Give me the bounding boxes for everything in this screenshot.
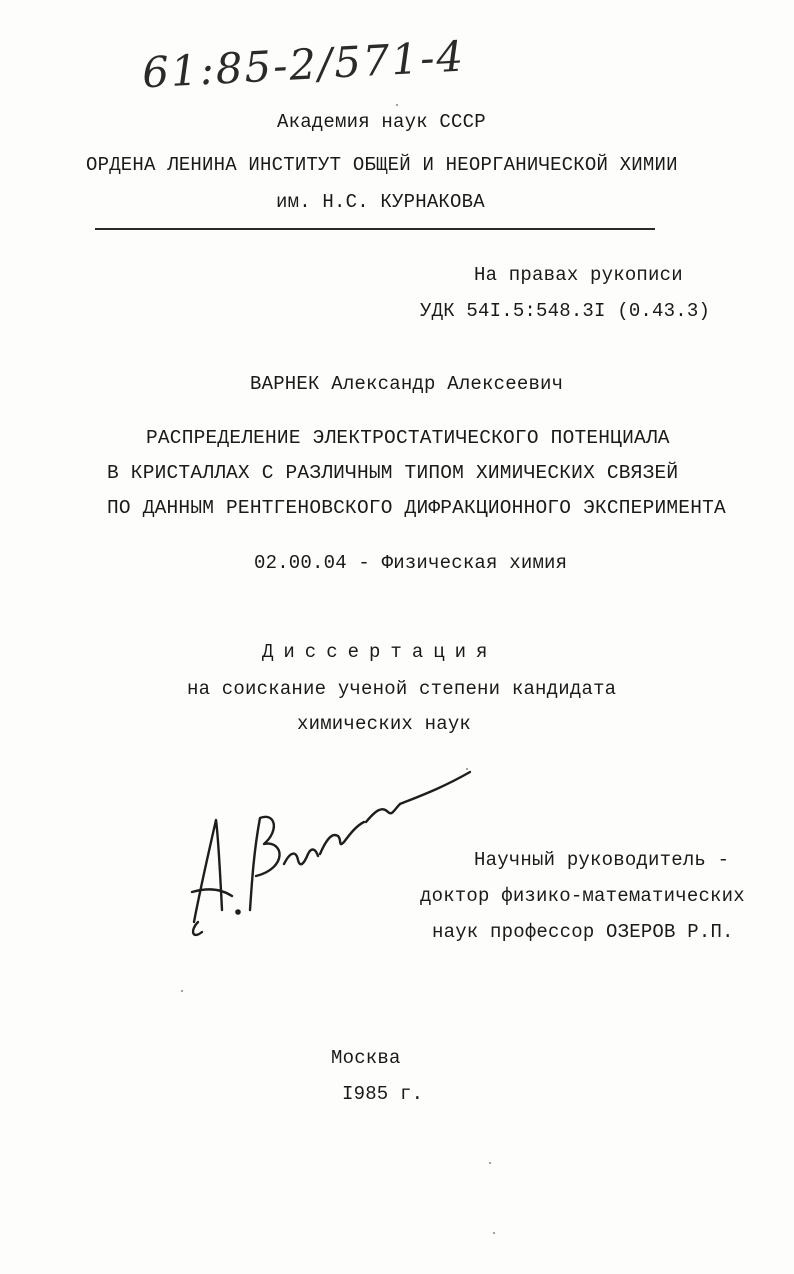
scan-speck (466, 768, 468, 770)
institute-name: ОРДЕНА ЛЕНИНА ИНСТИТУТ ОБЩЕЙ И НЕОРГАНИЧЕСКОЙ ХИМИИ (86, 154, 678, 176)
academy-name: Академия наук СССР (277, 111, 486, 133)
title-line: ПО ДАННЫМ РЕНТГЕНОВСКОГО ДИФРАКЦИОННОГО ЭКСПЕРИМЕНТА (107, 497, 726, 519)
author-signature (180, 760, 480, 940)
scan-speck (396, 104, 398, 106)
archive-code-handwritten: 61:85-2/571-4 (140, 31, 467, 98)
udc-code: УДК 54I.5:548.3I (0.43.3) (420, 300, 711, 322)
year: I985 г. (342, 1083, 424, 1105)
degree-purpose: на соискание ученой степени кандидата (187, 678, 617, 700)
header-divider (95, 228, 655, 230)
scan-speck (493, 1232, 495, 1234)
author-name: ВАРНЕК Александр Алексеевич (250, 373, 564, 395)
supervisor-title: Научный руководитель - (474, 849, 730, 871)
specialty-code: 02.00.04 - Физическая химия (254, 552, 568, 574)
scan-speck (181, 990, 183, 992)
city: Москва (331, 1047, 401, 1069)
institute-named-after: им. Н.С. КУРНАКОВА (276, 191, 485, 213)
scan-speck (489, 1162, 491, 1164)
supervisor-name: наук профессор ОЗЕРОВ Р.П. (432, 921, 734, 943)
document-type: Диссертация (262, 641, 498, 663)
degree-field: химических наук (297, 713, 472, 735)
title-line: В КРИСТАЛЛАХ С РАЗЛИЧНЫМ ТИПОМ ХИМИЧЕСКИХ СВЯЗЕЙ (107, 462, 679, 484)
title-line: РАСПРЕДЕЛЕНИЕ ЭЛЕКТРОСТАТИЧЕСКОГО ПОТЕНЦИАЛА (146, 427, 670, 449)
supervisor-degree: доктор физико-математических (420, 885, 745, 907)
manuscript-rights-note: На правах рукописи (474, 264, 683, 286)
